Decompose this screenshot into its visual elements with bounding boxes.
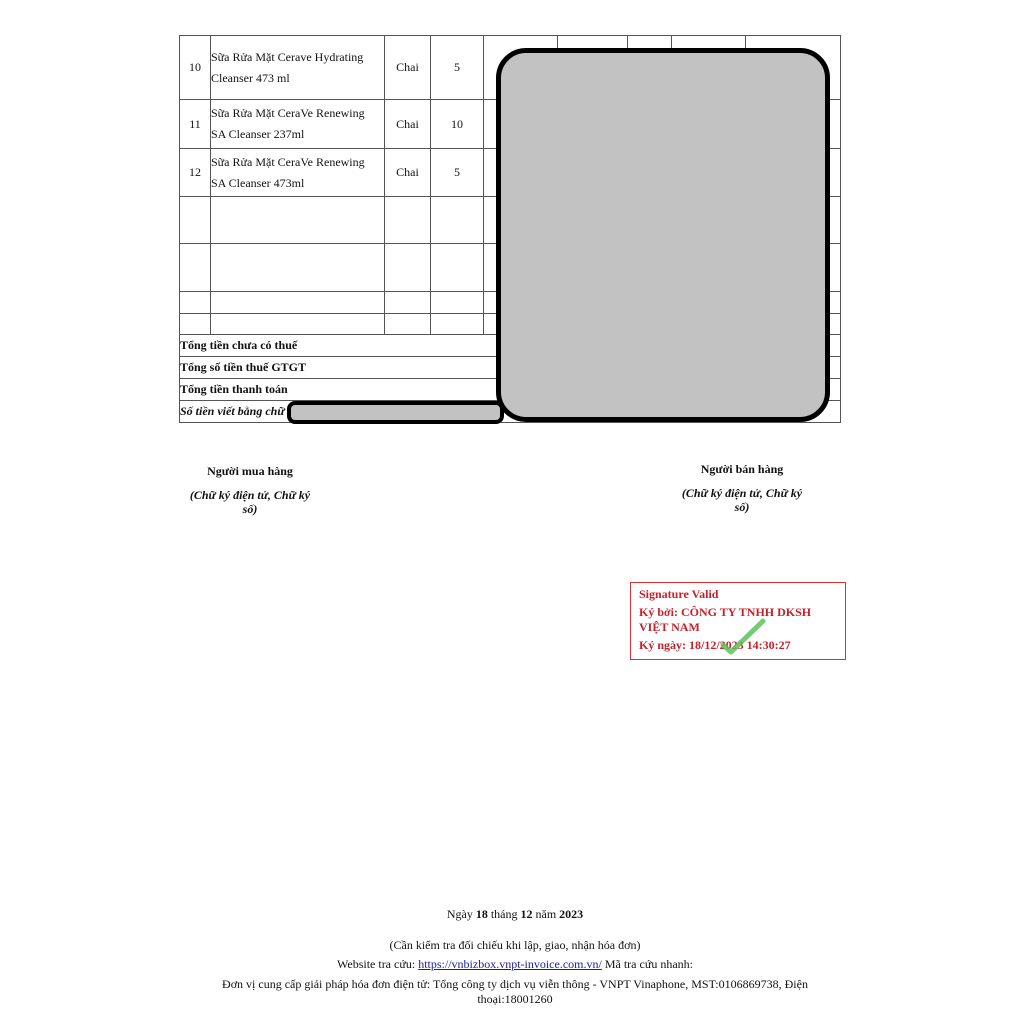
provider-info: Đơn vị cung cấp giải pháp hóa đơn điện tử: Tổng công ty dịch vụ viễn thông - VNPT Vinaphone, MST:0106869738, Điện thoại:18001260 (222, 977, 808, 1006)
amount-in-words-label: Số tiền viết bằng chữ (180, 401, 841, 423)
product-name: Sữa Rửa Mặt CeraVe Renewing SA Cleanser 237ml (211, 100, 385, 149)
buyer-signature-block (180, 464, 320, 516)
total-label: Tổng tiền thanh toán (180, 379, 672, 401)
row-number: 11 (180, 100, 211, 149)
unit: Chai (385, 36, 431, 100)
product-name: Sữa Rửa Mặt Cerave Hydrating Cleanser 473 ml (211, 36, 385, 100)
quantity: 5 (431, 149, 484, 197)
row-number: 10 (180, 36, 211, 100)
lookup-line: Website tra cứu: https://vnbizbox.vnpt-invoice.com.vn/ Mã tra cứu nhanh: (337, 957, 693, 971)
checkmark-icon (719, 617, 769, 657)
buyer-title: Người mua hàng (207, 464, 293, 478)
verification-note: (Cần kiểm tra đối chiếu khi lập, giao, nhận hóa đơn) (389, 938, 641, 952)
row-number: 12 (180, 149, 211, 197)
signed-by: Ký bởi: CÔNG TY TNHH DKSH VIỆT NAM (639, 605, 812, 634)
redaction-block (287, 401, 504, 424)
quantity: 10 (431, 100, 484, 149)
quantity: 5 (431, 36, 484, 100)
buyer-signature-note: (Chữ ký điện tử, Chữ ký số) (189, 488, 311, 516)
invoice-date: Ngày 18 tháng 12 năm 2023 (446, 907, 584, 921)
lookup-website-link[interactable]: https://vnbizbox.vnpt-invoice.com.vn/ (418, 957, 602, 971)
subtotal-label: Tổng tiền chưa có thuế (180, 335, 672, 357)
product-name: Sữa Rửa Mặt CeraVe Renewing SA Cleanser 473ml (211, 149, 385, 197)
vat-label: Tổng số tiền thuế GTGT (180, 357, 672, 379)
redaction-block (496, 48, 830, 422)
signature-status: Signature Valid (639, 587, 719, 601)
digital-signature-stamp (630, 582, 846, 660)
seller-title: Người bán hàng (700, 462, 784, 476)
signed-date: Ký ngày: 18/12/2023 14:30:27 (639, 638, 791, 652)
seller-signature-note: (Chữ ký điện tử, Chữ ký số) (681, 486, 803, 514)
seller-signature-block (672, 462, 812, 514)
unit: Chai (385, 149, 431, 197)
unit: Chai (385, 100, 431, 149)
